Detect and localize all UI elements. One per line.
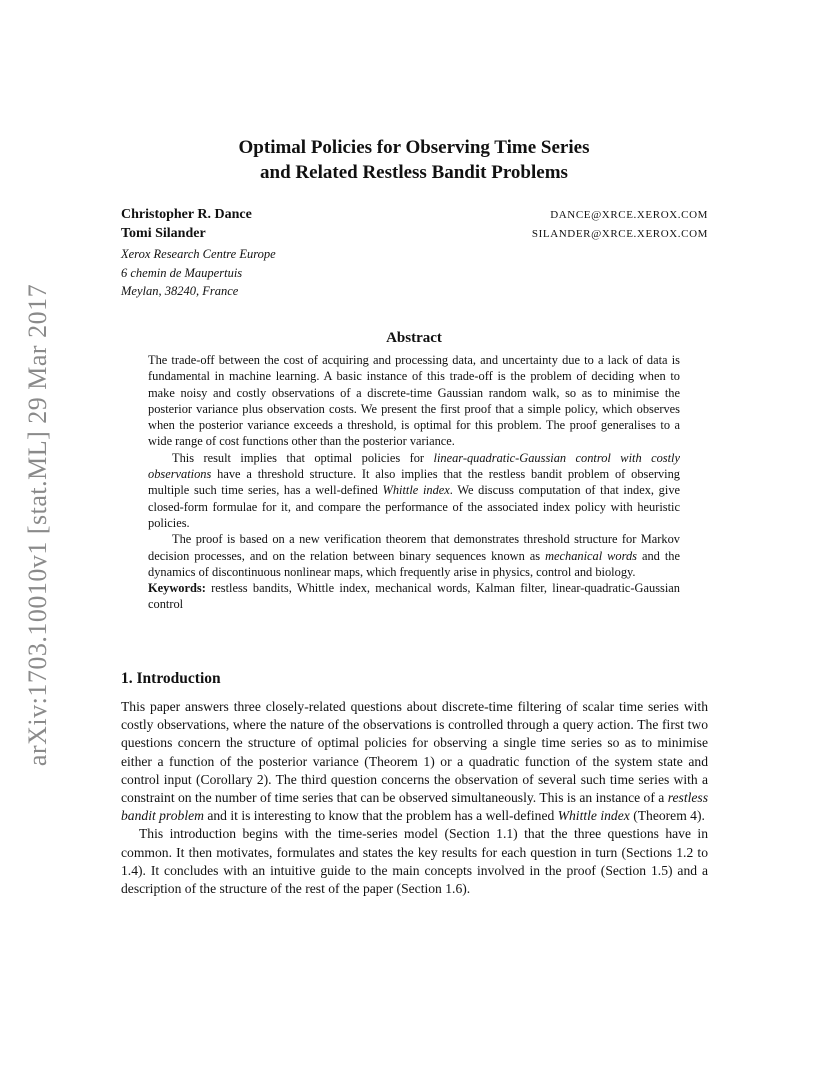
emphasis-text: linear-quadratic-Gaussian control with costly observations <box>148 450 680 482</box>
arxiv-identifier: arXiv:1703.10010v1 [stat.ML] 29 Mar 2017 <box>23 283 53 767</box>
text-run: . We discuss computation of that index, give closed-form formulae for it, and compare the performance of the associated index policy with heuristic policies. <box>148 483 681 530</box>
text-run: have a threshold structure. It also implies that the restless bandit problem of observing multiple such time series, has a well-defined <box>148 467 680 498</box>
author-name: Tomi Silander <box>121 226 206 241</box>
affiliation-line: 6 chemin de Maupertuis <box>121 265 243 280</box>
author-name: Christopher R. Dance <box>121 207 252 222</box>
emphasis-text: Whittle index <box>382 483 450 498</box>
title-line-2: and Related Restless Bandit Problems <box>260 162 568 183</box>
text-run: and the dynamics of discontinuous nonlinear maps, which frequently arise in physics, control and biology. <box>148 548 680 579</box>
author-row <box>121 207 708 226</box>
body-paragraph <box>121 698 708 825</box>
affiliation-line: Xerox Research Centre Europe <box>121 247 276 261</box>
affiliation-line: Meylan, 38240, France <box>121 284 239 298</box>
arxiv-side-stamp <box>22 278 54 772</box>
author-email: SILANDER@XRCE.XEROX.COM <box>531 228 708 240</box>
author-row <box>121 226 708 245</box>
text-run: This paper answers three closely-related questions about discrete-time filtering of scalar time series with costly observations, where the nature of the observations is controlled through a query action. The first two questions concern the structure of optimal policies for observing a single time series so as to minimise either a function of the posterior variance (Theorem 1) or a quadratic function of the system state and control input (Corollary 2). The third question concerns the observation of several such time series with a constraint on the number of time series that can be observed simultaneously. This is an instance of a <box>121 699 708 806</box>
abstract-body <box>148 352 680 613</box>
text-run: This result implies that optimal policies for <box>172 450 434 465</box>
text-run: (Theorem 4). <box>629 808 705 824</box>
emphasis-text: restless bandit problem <box>121 790 708 824</box>
keywords <box>148 580 680 613</box>
keywords-label: Keywords: <box>148 581 206 596</box>
abstract-paragraph <box>148 531 680 580</box>
affiliation <box>121 245 708 301</box>
body-paragraph: This introduction begins with the time-series model (Section 1.1) that the three questions have in common. It then motivates, formulates and states the key results for each question in turn (Sections 1.2 to 1.4). It concludes with an intuitive guide to the main concepts involved in the proof (Section 1.5) and a description of the structure of the rest of the paper (Section 1.6). <box>121 826 708 897</box>
abstract-heading: Abstract <box>386 330 442 346</box>
keywords-list: restless bandits, Whittle index, mechanical words, Kalman filter, linear-quadratic-Gaussian control <box>148 581 680 612</box>
text-run: and it is interesting to know that the problem has a well-defined <box>203 808 558 824</box>
text-run: The proof is based on a new verification theorem that demonstrates threshold structure for Markov decision processes, and on the relation between binary sequences known as <box>148 532 680 563</box>
author-block <box>121 207 708 301</box>
section-heading: 1. Introduction <box>121 670 221 687</box>
title-line-1: Optimal Policies for Observing Time Series <box>238 137 590 158</box>
section-body <box>121 698 708 898</box>
emphasis-text: Whittle index <box>557 808 630 824</box>
emphasis-text: mechanical words <box>545 548 638 563</box>
paper-title <box>120 135 708 185</box>
abstract-paragraph: The trade-off between the cost of acquiring and processing data, and uncertainty due to a lack of data is fundamental in machine learning. A basic instance of this trade-off is the problem of deciding when to make noisy and costly observations of a discrete-time Gaussian random walk, so as to minimise the posterior variance plus observation costs. We present the first proof that a simple policy, which observes when the posterior variance exceeds a threshold, is optimal for this problem. The proof generalises to a wide range of cost functions other than the posterior variance. <box>148 353 680 449</box>
author-email: DANCE@XRCE.XEROX.COM <box>550 209 708 221</box>
abstract-paragraph <box>148 450 680 531</box>
